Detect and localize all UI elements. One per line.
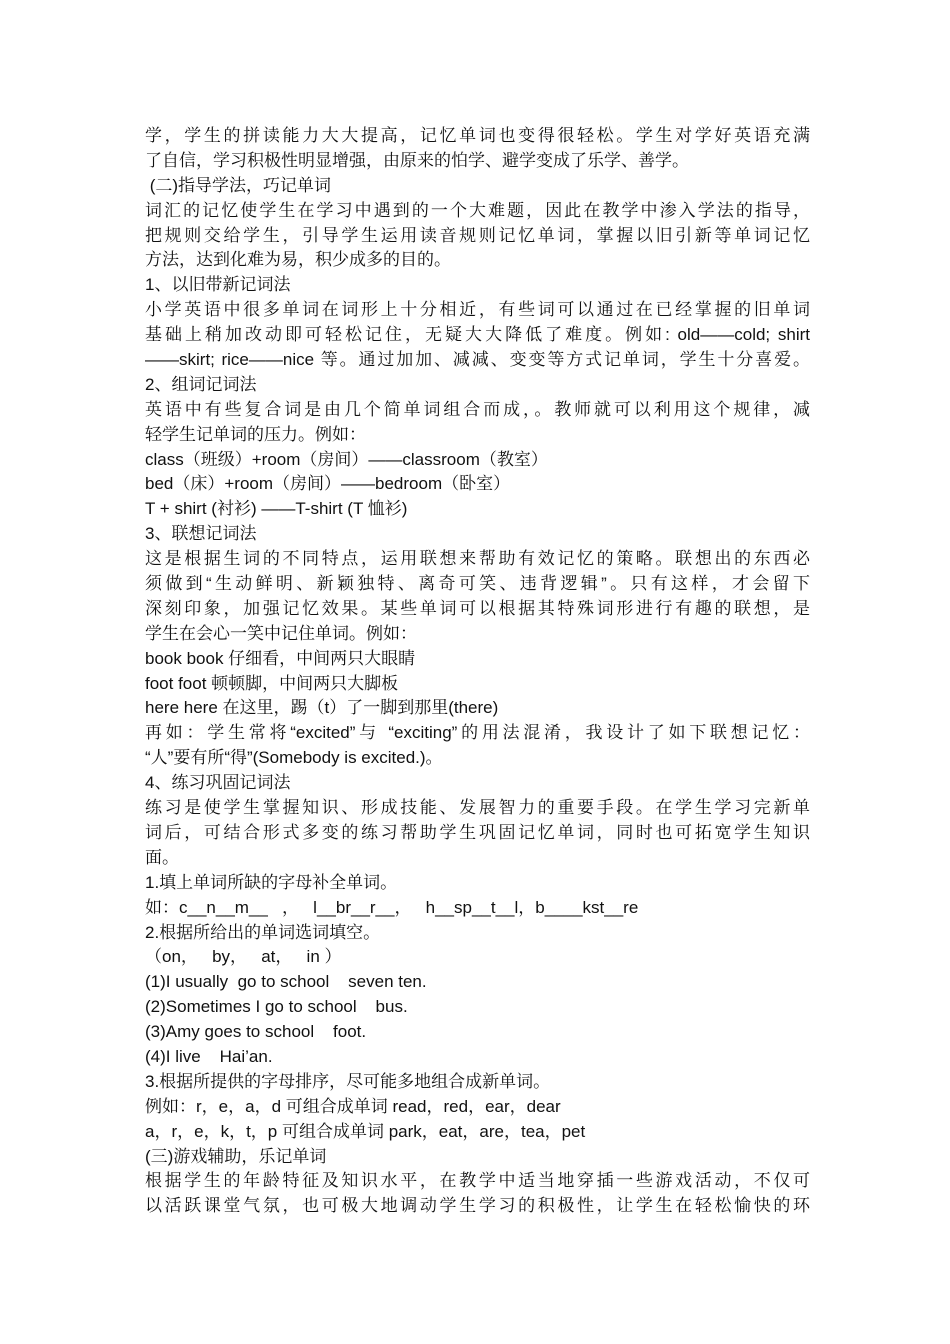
text-line: 方法，达到化难为易，积少成多的目的。 [145, 250, 451, 270]
text-line: 基础上稍加改动即可轻松记住，无疑大大降低了难度。例如: old——cold; shirt [145, 325, 810, 345]
text-line: (4)I live Hai’an. [145, 1046, 273, 1066]
text-line: (1)I usually go to school seven ten. [145, 972, 427, 992]
text-line: 这是根据生词的不同特点，运用联想来帮助有效记忆的策略。联想出的东西必 [145, 549, 810, 569]
text-line: 深刻印象，加强记忆效果。某些单词可以根据其特殊词形进行有趣的联想，是 [145, 598, 810, 618]
text-line: (三)游戏辅助，乐记单词 [145, 1146, 327, 1166]
text-line: 把规则交给学生，引导学生运用读音规则记忆单词，掌握以旧引新等单词记忆 [145, 225, 810, 245]
text-line: foot foot 顿顿脚，中间两只大脚板 [145, 673, 399, 693]
text-line: book book 仔细看，中间两只大眼睛 [145, 648, 416, 668]
text-line: 以活跃课堂气氛，也可极大地调动学生学习的积极性，让学生在轻松愉快的环 [145, 1196, 810, 1216]
text-line: “人”要有所“得”(Somebody is excited.)。 [145, 748, 443, 768]
text-line: 轻学生记单词的压力。例如： [145, 424, 366, 444]
text-line: class（班级）+room（房间）——classroom（教室） [145, 449, 548, 469]
text-line: 3、联想记词法 [145, 524, 257, 544]
text-line: 了自信，学习积极性明显增强，由原来的怕学、避学变成了乐学、善学。 [145, 150, 689, 170]
text-line: (二)指导学法，巧记单词 [145, 175, 332, 195]
text-line: 4、练习巩固记词法 [145, 773, 291, 793]
text-line: 例如：r，e，a，d 可组合成单词 read，red，ear，dear [145, 1096, 561, 1116]
text-line: bed（床）+room（房间）——bedroom（卧室） [145, 474, 511, 494]
text-line: 如：c__n__m__ ， l__br__r__， h__sp__t__l，b____kst__re [145, 897, 639, 917]
text-line: 1.填上单词所缺的字母补全单词。 [145, 872, 398, 892]
text-line: 小学英语中很多单词在词形上十分相近，有些词可以通过在已经掌握的旧单词 [145, 300, 810, 320]
text-line: (2)Sometimes I go to school bus. [145, 997, 408, 1017]
text-line: 词后，可结合形式多变的练习帮助学生巩固记忆单词，同时也可拓宽学生知识 [145, 822, 810, 842]
text-line: 英语中有些复合词是由几个简单词组合而成，。教师就可以利用这个规律，减 [145, 399, 810, 419]
text-line: 面。 [145, 847, 179, 867]
text-line: 练习是使学生掌握知识、形成技能、发展智力的重要手段。在学生学习完新单 [145, 798, 810, 818]
text-line: T + shirt (衬衫) ——T-shirt (T 恤衫) [145, 499, 408, 519]
text-line: 2、组词记词法 [145, 374, 257, 394]
text-line: 学生在会心一笑中记住单词。例如： [145, 623, 417, 643]
text-line: 学，学生的拼读能力大大提高，记忆单词也变得很轻松。学生对学好英语充满 [145, 126, 810, 145]
text-line: (3)Amy goes to school foot. [145, 1022, 367, 1042]
text-line: 3.根据所提供的字母排序，尽可能多地组合成新单词。 [145, 1071, 551, 1091]
text-line: a，r，e，k，t，p 可组合成单词 park，eat，are，tea，pet [145, 1121, 586, 1141]
text-line: ——skirt; rice——nice 等。通过加加、减减、变变等方式记单词，学生十分喜爱。 [145, 350, 810, 370]
text-line: 根据学生的年龄特征及知识水平，在教学中适当地穿插一些游戏活动，不仅可 [145, 1171, 810, 1191]
text-line: 再如：学生常将“excited”与 “exciting”的用法混淆，我设计了如下联想记忆： [145, 723, 810, 743]
text-line: 须做到“生动鲜明、新颖独特、离奇可笑、违背逻辑”。只有这样，才会留下 [145, 574, 810, 594]
document-body [145, 124, 810, 1219]
text-line: 1、以旧带新记词法 [145, 275, 291, 295]
text-line: here here 在这里，踢（t）了一脚到那里(there) [145, 698, 499, 718]
text-line: 2.根据所给出的单词选词填空。 [145, 922, 381, 942]
text-line: 词汇的记忆使学生在学习中遇到的一个大难题，因此在教学中渗入学法的指导， [145, 200, 810, 220]
text-line: （on， by， at， in ） [145, 947, 342, 967]
